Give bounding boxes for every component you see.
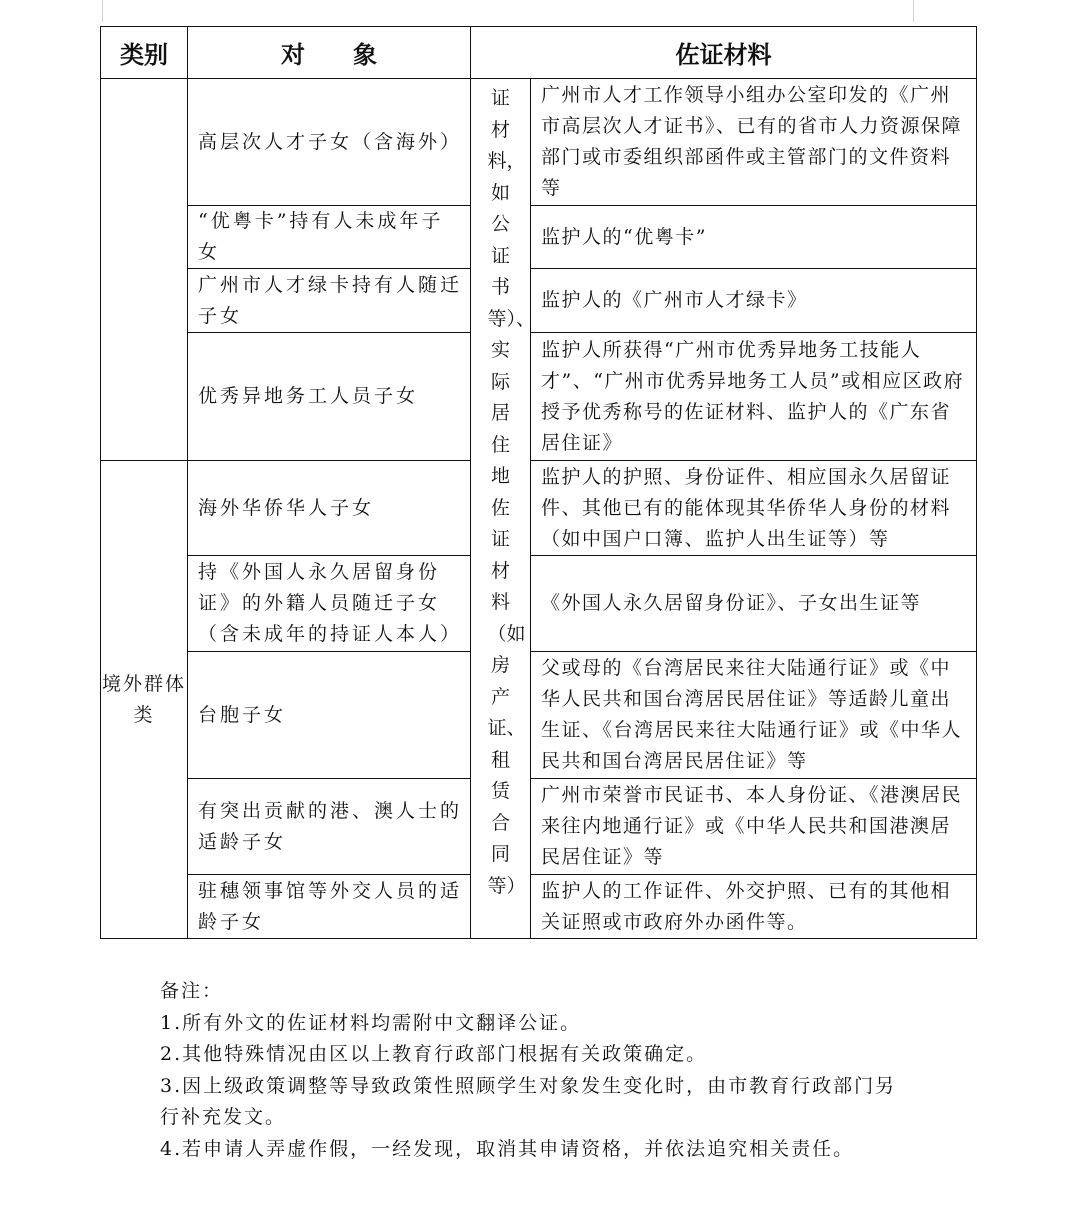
- note-item: 4.若申请人弄虚作假，一经发现，取消其申请资格，并依法追究相关责任。: [160, 1137, 855, 1160]
- object-cell: 有突出贡献的港、澳人士的适龄子女: [188, 779, 471, 875]
- materials-cell: 广州市荣誉市民证书、本人身份证、《港澳居民来往内地通行证》或《中华人民共和国港澳居民居住证》等: [531, 779, 977, 875]
- note-item: 行补充发文。: [160, 1106, 287, 1128]
- table-row: [101, 461, 977, 556]
- materials-cell: 广州市人才工作领导小组办公室印发的《广州市高层次人才证书》、已有的省市人力资源保障部门或市委组织部函件或主管部门的文件资料等: [531, 79, 977, 206]
- table-row: [101, 779, 977, 875]
- page-edge-right: [913, 0, 914, 22]
- materials-cell: 监护人所获得“广州市优秀异地务工技能人才”、“广州市优秀异地务工人员”或相应区政府授予优秀称号的佐证材料、监护人的《广东省居住证》: [531, 333, 977, 461]
- table-row: [101, 875, 977, 939]
- notes-section: [160, 976, 960, 1165]
- materials-cell: 监护人的《广州市人才绿卡》: [531, 269, 977, 333]
- header-materials: 佐证材料: [471, 27, 977, 79]
- object-cell: “优粤卡”持有人未成年子女: [188, 206, 471, 269]
- category-cell-empty: [101, 79, 188, 461]
- table-row: [101, 652, 977, 779]
- materials-cell: 监护人的工作证件、外交护照、已有的其他相关证照或市政府外办函件等。: [531, 875, 977, 939]
- table-row: [101, 206, 977, 269]
- page-edge-left: [102, 0, 103, 22]
- table-row: [101, 269, 977, 333]
- object-cell: 台胞子女: [188, 652, 471, 779]
- vertical-materials-note: 证材料，如公证书等）、实际居住地佐证材料（如房产证、租赁合同等）: [471, 79, 531, 939]
- table-row: [101, 333, 977, 461]
- note-item: 2.其他特殊情况由区以上教育行政部门根据有关政策确定。: [160, 1043, 708, 1065]
- notes-title: 备注：: [160, 980, 224, 1002]
- materials-cell: 监护人的护照、身份证件、相应国永久居留证件、其他已有的能体现其华侨华人身份的材料（如中国户口簿、监护人出生证等）等: [531, 461, 977, 556]
- object-cell: 持《外国人永久居留身份证》的外籍人员随迁子女（含未成年的持证人本人）: [188, 556, 471, 652]
- table-header-row: [101, 27, 977, 79]
- materials-cell: 父或母的《台湾居民来往大陆通行证》或《中华人民共和国台湾居民居住证》等适龄儿童出生证、《台湾居民来往大陆通行证》或《中华人民共和国台湾居民居住证》等: [531, 652, 977, 779]
- object-cell: 优秀异地务工人员子女: [188, 333, 471, 461]
- materials-table: [100, 26, 977, 939]
- object-cell: 高层次人才子女（含海外）: [188, 79, 471, 206]
- object-cell: 广州市人才绿卡持有人随迁子女: [188, 269, 471, 333]
- object-cell: 驻穗领事馆等外交人员的适龄子女: [188, 875, 471, 939]
- table-row: [101, 556, 977, 652]
- object-cell: 海外华侨华人子女: [188, 461, 471, 556]
- materials-cell: 《外国人永久居留身份证》、子女出生证等: [531, 556, 977, 652]
- note-item: 1.所有外文的佐证材料均需附中文翻译公证。: [160, 1011, 582, 1034]
- header-category: 类别: [101, 27, 188, 79]
- header-object: 对 象: [188, 27, 471, 79]
- category-overseas: 境外群体类: [101, 461, 188, 939]
- materials-cell: 监护人的“优粤卡”: [531, 206, 977, 269]
- note-item: 3.因上级政策调整等导致政策性照顾学生对象发生变化时，由市教育行政部门另: [160, 1074, 897, 1097]
- table-row: [101, 79, 977, 206]
